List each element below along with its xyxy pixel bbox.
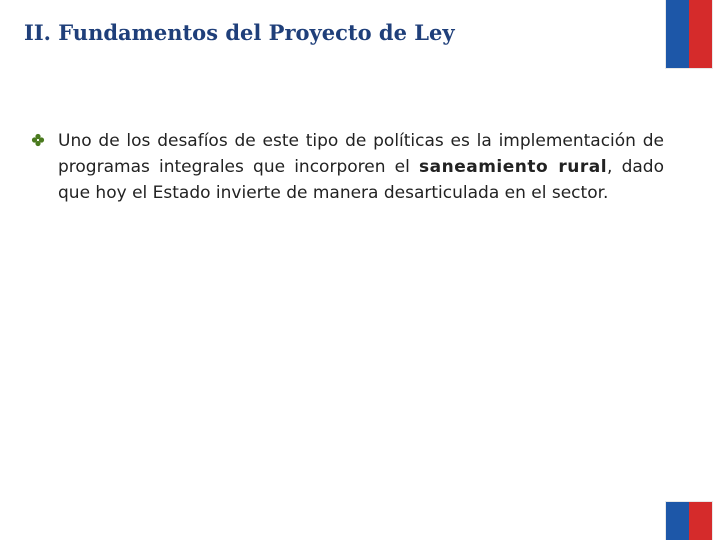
flag-red-stripe (689, 0, 712, 68)
bullet-text (58, 128, 664, 206)
bullet-text-after: , dado que hoy el Estado invierte de manera desarticulada en el sector. (58, 157, 664, 203)
slide-title: II. Fundamentos del Proyecto de Ley (24, 20, 455, 45)
flag-stripe-top-icon (666, 0, 712, 68)
flag-stripe-bottom-icon (666, 502, 712, 540)
bullet-item (30, 128, 680, 206)
diamond-bullet-icon (30, 132, 46, 148)
flag-blue-stripe (666, 502, 689, 540)
bullet-text-before: Uno de los desafíos de este tipo de políticas es la implementación de programas integrales que incorporen el (58, 131, 664, 177)
bullet-bold-text: saneamiento rural (419, 157, 608, 177)
flag-blue-stripe (666, 0, 689, 68)
flag-red-stripe (689, 502, 712, 540)
